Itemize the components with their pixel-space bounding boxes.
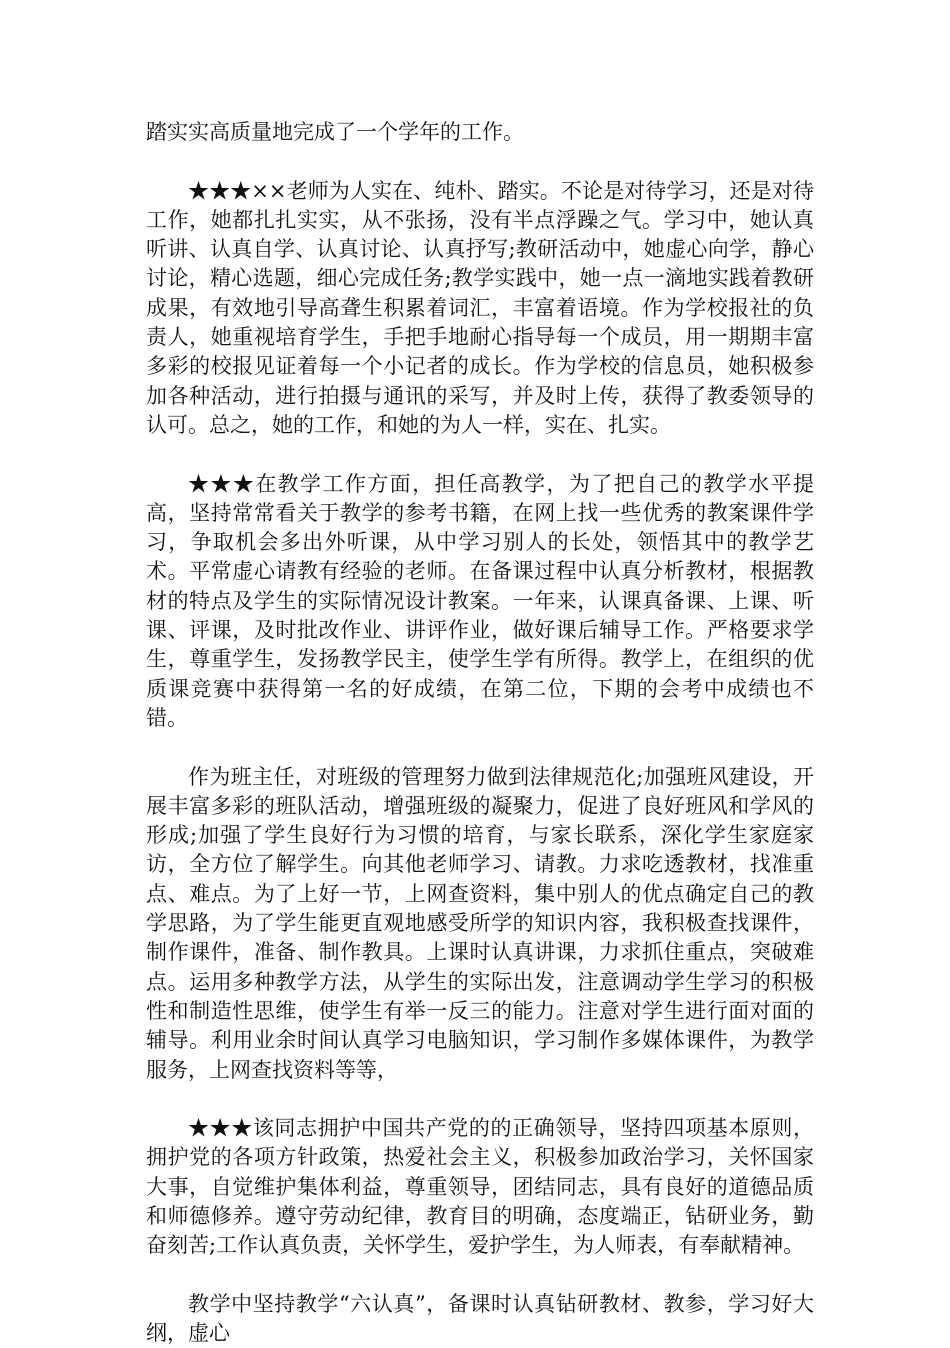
paragraph-3: ★★★在教学工作方面，担任高教学，为了把自己的教学水平提高，坚持常常看关于教学的参考书籍，在网上找一些优秀的教案课件学习，争取机会多出外听课，从中学习别人的长处，领悟其中的教学艺术。平常虚心请教有经验的老师。在备课过程中认真分析教材，根据教材的特点及学生的实际情况设计教案。一年来，认课真备课、上课、听课、评课，及时批改作业、讲评作业，做好课后辅导工作。严格要求学生，尊重学生，发扬教学民主，使学生学有所得。教学上，在组织的优质课竞赛中获得第一名的好成绩，在第二位，下期的会考中成绩也不错。: [146, 471, 814, 730]
paragraph-4: 作为班主任，对班级的管理努力做到法律规范化;加强班风建设，开展丰富多彩的班队活动，增强班级的凝聚力，促进了良好班风和学风的形成;加强了学生良好行为习惯的培育，与家长联系，深化学生家庭家访，全方位了解学生。向其他老师学习、请教。力求吃透教材，找准重点、难点。为了上好一节，上网查资料，集中别人的优点确定自己的教学思路，为了学生能更直观地感受所学的知识内容，我积极查找课件，制作课件，准备、制作教具。上课时认真讲课，力求抓住重点，突破难点。运用多种教学方法，从学生的实际出发，注意调动学生学习的积极性和制造性思维，使学生有举一反三的能力。注意对学生进行面对面的辅导。利用业余时间认真学习电脑知识，学习制作多媒体课件，为教学服务，上网查找资料等等，: [146, 764, 814, 1082]
paragraph-2: ★★★××老师为人实在、纯朴、踏实。不论是对待学习，还是对待工作，她都扎扎实实，从不张扬，没有半点浮躁之气。学习中，她认真听讲、认真自学、认真讨论、认真抒写;教研活动中，她虚心向学，静心讨论，精心选题，细心完成任务;教学实践中，她一点一滴地实践着教研成果，有效地引导高聋生积累着词汇，丰富着语境。作为学校报社的负责人，她重视培育学生，手把手地耐心指导每一个成员，用一期期丰富多彩的校报见证着每一个小记者的成长。作为学校的信息员，她积极参加各种活动，进行拍摄与通讯的采写，并及时上传，获得了教委领导的认可。总之，她的工作，和她的为人一样，实在、扎实。: [146, 178, 814, 437]
paragraph-1: 踏实实高质量地完成了一个学年的工作。: [146, 120, 524, 144]
document-body: [146, 118, 814, 1348]
paragraph-5: ★★★该同志拥护中国共产党的的正确领导，坚持四项基本原则，拥护党的各项方针政策，热爱社会主义，积极参加政治学习，关怀国家大事，自觉维护集体利益，尊重领导，团结同志，具有良好的道德品质和师德修养。遵守劳动纪律，教育目的明确，态度端正，钻研业务，勤奋刻苦;工作认真负责，关怀学生，爱护学生，为人师表，有奉献精神。: [146, 1116, 814, 1258]
paragraph-6: 教学中坚持教学“六认真”，备课时认真钻研教材、教参，学习好大纲，虚心: [146, 1291, 814, 1346]
